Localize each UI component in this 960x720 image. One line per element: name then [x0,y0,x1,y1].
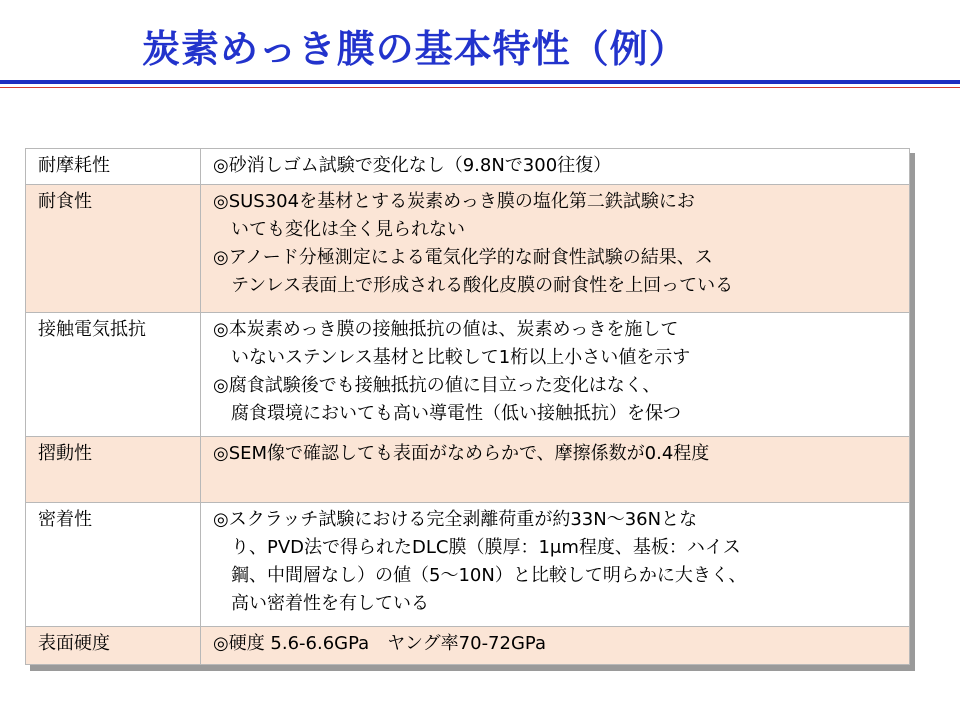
property-description [201,185,910,313]
description-line: ◎アノード分極測定による電気化学的な耐食性試験の結果、ス [213,247,713,268]
page-title: 炭素めっき膜の基本特性（例） [142,27,688,71]
description-line: いないステンレス基材と比較して1桁以上小さい値を示す [231,347,691,368]
table-row [26,503,910,627]
property-description [201,313,910,437]
property-label: 表面硬度 [26,627,201,665]
description-line: ◎硬度 5.6-6.6GPa ヤング率70-72GPa [213,633,546,654]
title-underline-red [0,87,960,88]
description-line: 腐食環境においても高い導電性（低い接触抵抗）を保つ [231,403,681,424]
description-line: いても変化は全く見られない [231,219,465,240]
property-description [201,149,910,185]
description-line: ◎本炭素めっき膜の接触抵抗の値は、炭素めっきを施して [213,319,679,340]
table-row [26,437,910,503]
property-description [201,503,910,627]
properties-table [25,148,910,665]
description-line: り、PVD法で得られたDLC膜（膜厚：1μm程度、基板：ハイス [231,537,741,558]
description-line: ◎腐食試験後でも接触抵抗の値に目立った変化はなく、 [213,375,661,396]
property-label: 耐食性 [26,185,201,313]
property-label: 接触電気抵抗 [26,313,201,437]
table-row [26,185,910,313]
description-line: ◎SEM像で確認しても表面がなめらかで、摩擦係数が0.4程度 [213,443,710,464]
description-line: 鋼、中間層なし）の値（5～10N）と比較して明らかに大きく、 [231,565,747,586]
property-label: 密着性 [26,503,201,627]
property-label: 摺動性 [26,437,201,503]
description-line: ◎スクラッチ試験における完全剥離荷重が約33N～36Nとな [213,509,698,530]
description-line: ◎SUS304を基材とする炭素めっき膜の塩化第二鉄試験にお [213,191,695,212]
property-description [201,437,910,503]
description-line: 高い密着性を有している [231,593,429,614]
property-description [201,627,910,665]
table-row [26,627,910,665]
title-underline-blue [0,80,960,84]
description-line: ◎砂消しゴム試験で変化なし（9.8Nで300往復） [213,155,612,176]
description-line: テンレス表面上で形成される酸化皮膜の耐食性を上回っている [231,275,734,296]
table-row [26,149,910,185]
property-label: 耐摩耗性 [26,149,201,185]
table-row [26,313,910,437]
